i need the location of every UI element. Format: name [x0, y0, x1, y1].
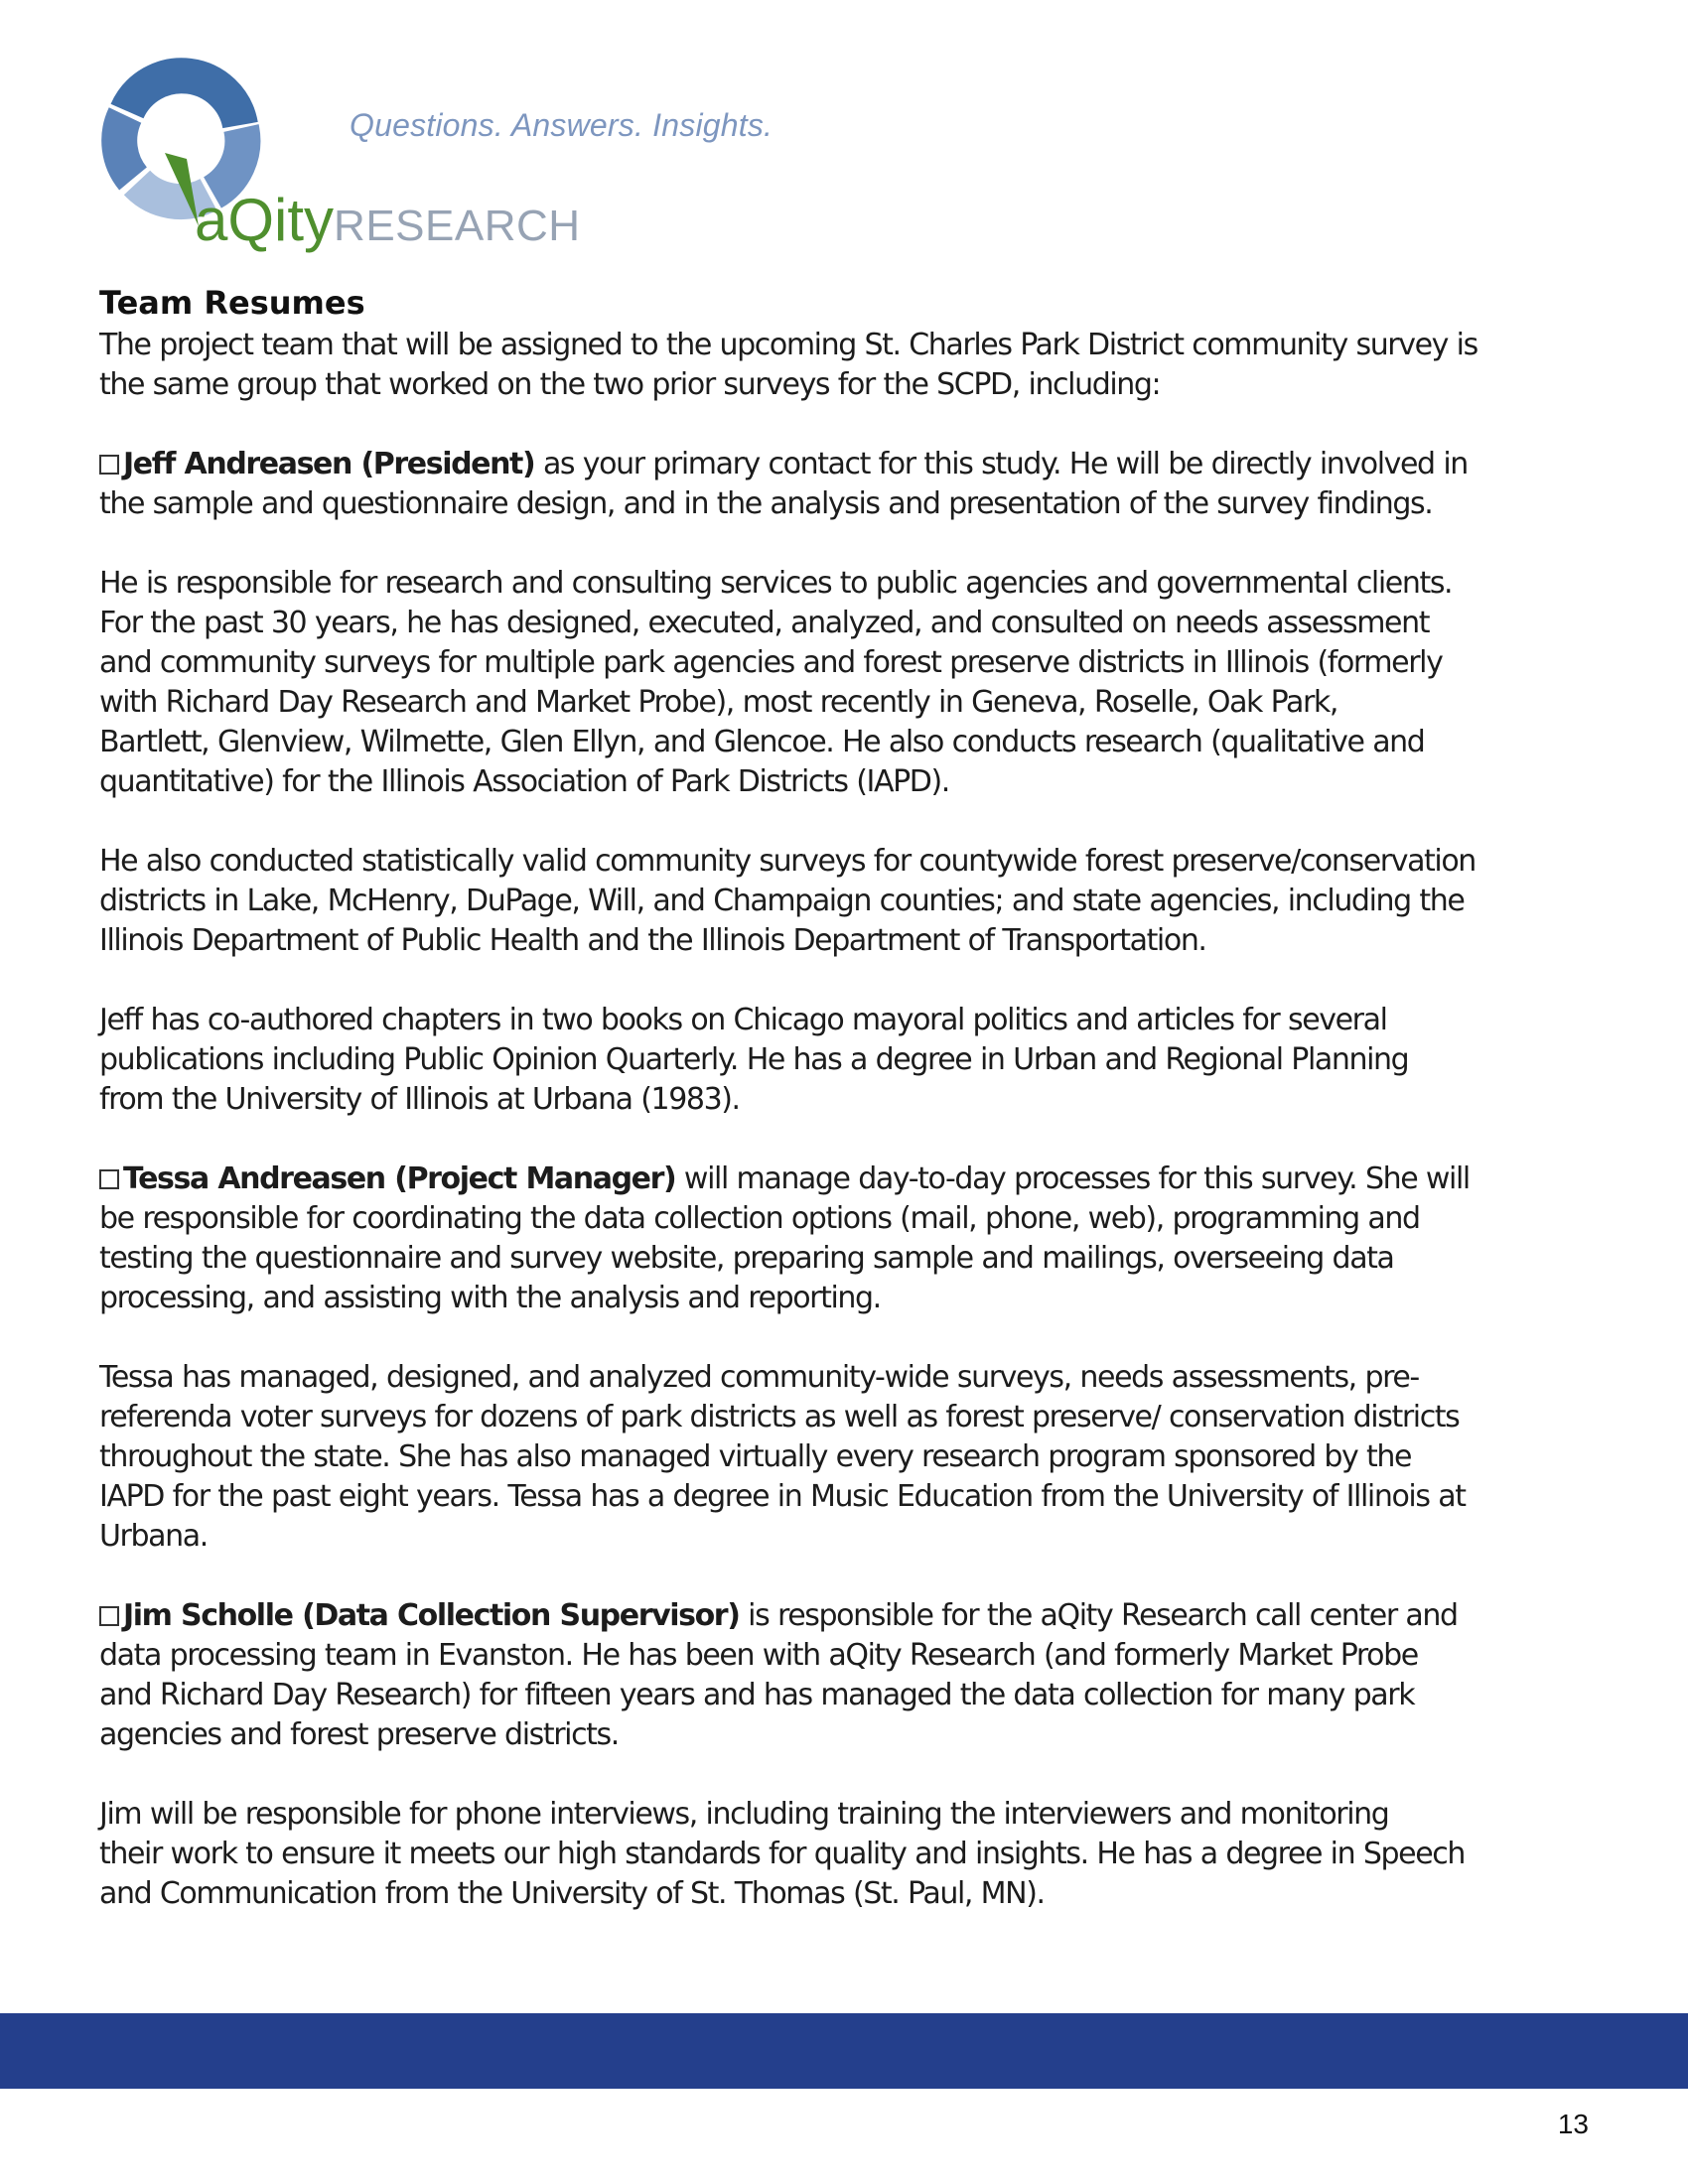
logo-ring-segment-right: [212, 128, 242, 193]
paragraph-line: For the past 30 years, he has designed, executed, analyzed, and consulted on needs assessment: [99, 606, 1430, 640]
paragraph-line: publications including Public Opinion Quarterly. He has a degree in Urban and Regional Planning: [99, 1042, 1409, 1077]
paragraph-line: Jeff has co-authored chapters in two books on Chicago mayoral politics and articles for several: [99, 1003, 1387, 1037]
member-paragraph: [99, 1358, 1569, 1557]
checkbox-bullet-icon: [99, 1169, 119, 1189]
paragraph-line: Tessa has managed, designed, and analyzed community-wide surveys, needs assessments, pre-: [99, 1360, 1419, 1395]
member-paragraph: [99, 564, 1569, 802]
logo-ring-segment-left: [119, 115, 133, 179]
member-paragraph: [99, 1001, 1569, 1120]
paragraph-line: and community surveys for multiple park agencies and forest preserve districts in Illinois (formerly: [99, 645, 1443, 680]
brand-tagline: Questions. Answers. Insights.: [350, 107, 774, 143]
paragraph-line: Illinois Department of Public Health and the Illinois Department of Transportation.: [99, 923, 1206, 958]
logo-ring-segment-top: [127, 75, 240, 125]
paragraph-line: with Richard Day Research and Market Probe), most recently in Geneva, Roselle, Oak Park,: [99, 685, 1338, 720]
page-number: 13: [1557, 2109, 1589, 2139]
brand-name-part2: RESEARCH: [334, 202, 581, 250]
paragraph-line: IAPD for the past eight years. Tessa has a degree in Music Education from the University of Illinois at: [99, 1479, 1466, 1514]
paragraph-line: Bartlett, Glenview, Wilmette, Glen Ellyn, and Glencoe. He also conducts research (qualitative and: [99, 725, 1425, 759]
checkbox-bullet-icon: [99, 455, 119, 475]
paragraph-line: their work to ensure it meets our high standards for quality and insights. He has a degree in Speech: [99, 1837, 1465, 1871]
member-intro-text: is responsible for the aQity Research call center and: [739, 1598, 1458, 1633]
paragraph-line: and Communication from the University of St. Thomas (St. Paul, MN).: [99, 1876, 1045, 1911]
member-line: the sample and questionnaire design, and in the analysis and presentation of the survey findings.: [99, 486, 1433, 521]
paragraph-line: districts in Lake, McHenry, DuPage, Will, and Champaign counties; and state agencies, including the: [99, 884, 1465, 918]
page-heading: Team Resumes: [99, 284, 365, 322]
member-paragraph: [99, 1795, 1569, 1914]
member-line: agencies and forest preserve districts.: [99, 1717, 619, 1752]
member-line: processing, and assisting with the analysis and reporting.: [99, 1281, 881, 1315]
member-name: Jeff Andreasen (President): [123, 447, 535, 481]
document-body: [99, 280, 1569, 1954]
member-intro-text: will manage day-to-day processes for this survey. She will: [675, 1161, 1470, 1196]
brand-name-part1: aQity: [195, 187, 335, 253]
paragraph-line: He is responsible for research and consulting services to public agencies and governmental clients.: [99, 566, 1453, 601]
member-line: data processing team in Evanston. He has been with aQity Research (and formerly Market Probe: [99, 1638, 1418, 1673]
member-line: testing the questionnaire and survey website, preparing sample and mailings, overseeing data: [99, 1241, 1394, 1276]
member-line: and Richard Day Research) for fifteen years and has managed the data collection for many park: [99, 1678, 1415, 1712]
paragraph-line: referenda voter surveys for dozens of park districts as well as forest preserve/ conservation districts: [99, 1400, 1460, 1434]
footer-band: [0, 2013, 1688, 2089]
member-line: be responsible for coordinating the data collection options (mail, phone, web), programming and: [99, 1201, 1420, 1236]
paragraph-line: Jim will be responsible for phone interviews, including training the interviewers and monitoring: [99, 1797, 1389, 1832]
member-entry-jim: [99, 1596, 1569, 1755]
paragraph-line: quantitative) for the Illinois Association of Park Districts (IAPD).: [99, 764, 949, 799]
checkbox-bullet-icon: [99, 1606, 119, 1626]
intro-paragraph: [99, 326, 1569, 405]
paragraph-line: throughout the state. She has also managed virtually every research program sponsored by the: [99, 1439, 1412, 1474]
paragraph-line: Urbana.: [99, 1519, 208, 1554]
member-entry-tessa: [99, 1160, 1569, 1318]
member-paragraph: [99, 842, 1569, 961]
paragraph-line: He also conducted statistically valid community surveys for countywide forest preserve/conservation: [99, 844, 1476, 879]
brand-wordmark: [195, 187, 581, 253]
member-intro-text: as your primary contact for this study. He will be directly involved in: [534, 447, 1468, 481]
paragraph-line: from the University of Illinois at Urbana (1983).: [99, 1082, 740, 1117]
intro-line: The project team that will be assigned to the upcoming St. Charles Park District community survey is: [99, 328, 1477, 362]
intro-line: the same group that worked on the two prior surveys for the SCPD, including:: [99, 367, 1161, 402]
member-entry-jeff: [99, 445, 1569, 524]
member-name: Tessa Andreasen (Project Manager): [123, 1161, 676, 1196]
member-name: Jim Scholle (Data Collection Supervisor): [123, 1598, 740, 1633]
